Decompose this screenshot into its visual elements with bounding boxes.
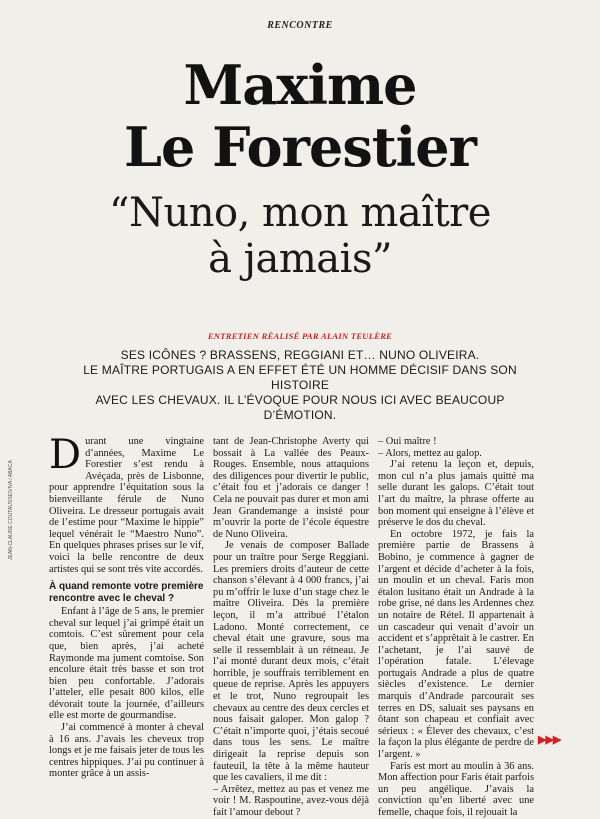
dialogue-line: – Oui maître !	[378, 436, 437, 447]
deck-line-3: AVEC LES CHEVAUX. IL L’ÉVOQUE POUR NOUS ICI AVEC BEAUCOUP D’ÉMOTION.	[95, 393, 505, 422]
paragraph: Je venais de composer Ballade pour un traître pour Serge Reggiani. Les premiers droits d’auteur de cette chanson s’élevant à 4 000 francs, j’ai pu m’offrir le luxe d’un stage chez le maître Oliveira. Dès la première leçon, il m’a attribué l’étalon Ladono. Monté correctement, ce cheval était une gravure, sous ma selle il ressemblait à un rétneau. Je l’ai monté durant deux mois, c’était horrible, je souffrais terriblement en queue de reprise. Après les appuyers et le trot, Nuno regroupait les chevaux au centre des deux cercles et nous faisait galoper. Mon galop ? C’était n’importe quoi, j’étais secoué dans tous les sens. Le maître dirigeait la reprise depuis son fauteuil, la tête à la même hauteur que les cavaliers, il me dit :	[213, 540, 369, 784]
paragraph: tant de Jean-Christophe Averty qui bossait à La vallée des Peaux-Rouges. Ensemble, nous attaquions des diligences pour divertir le public, c’était fou et j’adorais ce danger ! Cela ne pouvait pas durer et mon ami Jean Grandemange a insisté pour m’ouvrir la porte de l’école équestre de Nuno Oliveira.	[213, 436, 369, 540]
paragraph: J’ai commencé à monter à cheval à 16 ans. J’avais les cheveux trop longs et je me faisais jeter de tous les centres hippiques. J’ai pu continuer à monter grâce à un assis-	[49, 722, 204, 780]
paragraph: Enfant à l’âge de 5 ans, le premier cheval sur lequel j’ai grimpé était un comtois. C’est sûrement pour cela que, bien après, j’ai acheté Raymonde ma jument comtoise. Son encolure était très basse et son trot bien peu confortable. J’adorais l’atteler, elle pesait 800 kilos, elle dévorait toute la journée, d’ailleurs elle est morte de gourmandise.	[49, 606, 204, 722]
intro-paragraph	[49, 432, 204, 575]
column-2	[213, 436, 369, 819]
column-1	[49, 432, 204, 780]
title-quote-line-2: à jamais”	[208, 236, 392, 282]
article-deck	[60, 348, 540, 423]
deck-line-2: LE MAÎTRE PORTUGAIS A EN EFFET ÉTÉ UN HOMME DÉCISIF DANS SON HISTOIRE	[83, 363, 517, 392]
intro-text: urant une vingtaine d’années, Maxime Le Forestier s’est rendu à Avéçada, près de Lisbonne, pour apprendre l’équitation sous la bienveillante férule de Nuno Oliveira. Le dresseur portugais avait de l’estime pour “Maxime le hippie” lequel vénérait le “Maestro Nuno”. En quelques phrases prises sur le vif, voici la belle rencontre de deux artistes qui se sont très vite accordés.	[49, 436, 204, 575]
column-3	[378, 436, 534, 819]
dialogue-line: – Alors, mettez au galop.	[378, 447, 482, 459]
photo-credit: JEAN-CLAUDE COUTAUSSE/VIVA / ABACA	[8, 460, 14, 560]
continue-arrow-icon: ▶▶▶	[538, 734, 561, 746]
question-1: À quand remonte votre première rencontre avec le cheval ?	[49, 581, 204, 604]
author-credit: ENTRETIEN RÉALISÉ PAR ALAIN TEULÈRE	[207, 331, 393, 341]
paragraph: J’ai retenu la leçon et, depuis, mon cul n’a plus jamais quitté ma selle durant les galops. C’était tout l’art du maître, la phrase offerte au bon moment qui enseigne à l’élève et préserve le dos du cheval.	[378, 459, 534, 529]
title-line-1: Maxime	[183, 53, 417, 117]
section-label: RENCONTRE	[267, 20, 333, 31]
deck-line-1: SES ICÔNES ? BRASSENS, REGGIANI ET… NUNO OLIVEIRA.	[120, 348, 480, 362]
paragraph: Faris est mort au moulin à 36 ans. Mon affection pour Faris était parfois un peu angélique. J’avais la conviction qu’en liberté avec une femelle, chaque fois, il rejouait la	[378, 760, 534, 818]
paragraph: – Arrêtez, mettez au pas et venez me voir ! M. Raspoutine, avez-vous déjà fait l’amour debout ?	[213, 783, 369, 818]
title-line-2: Le Forestier	[124, 115, 476, 179]
title-quote-line-1: “Nuno, mon maître	[109, 190, 491, 236]
drop-cap: D	[49, 432, 82, 478]
paragraph: En octobre 1972, je fais la première partie de Brassens à Bobino, je commence à gagner de l’argent et décide d’acheter à la fois, un moulin et un cheval. Faris mon étalon lusitano était un Andrade à la robe grise, né dans les Ardennes chez un notaire de Rétel. Il appartenait à un cascadeur qui venait d’avoir un accident et s’apprêtait à le castrer. En l’achetant, je l’ai sauvé de l’opération fatale. L’élevage portugais Andrade a plus de quatre siècles d’existence. Le dernier marquis d’Andrade parcourait ses terres en DS, saluait ses paysans en ôtant son chapeau et confiait avec sérieux : « Élever des chevaux, c’est la façon la plus élégante de perdre de l’argent. »	[378, 528, 534, 761]
